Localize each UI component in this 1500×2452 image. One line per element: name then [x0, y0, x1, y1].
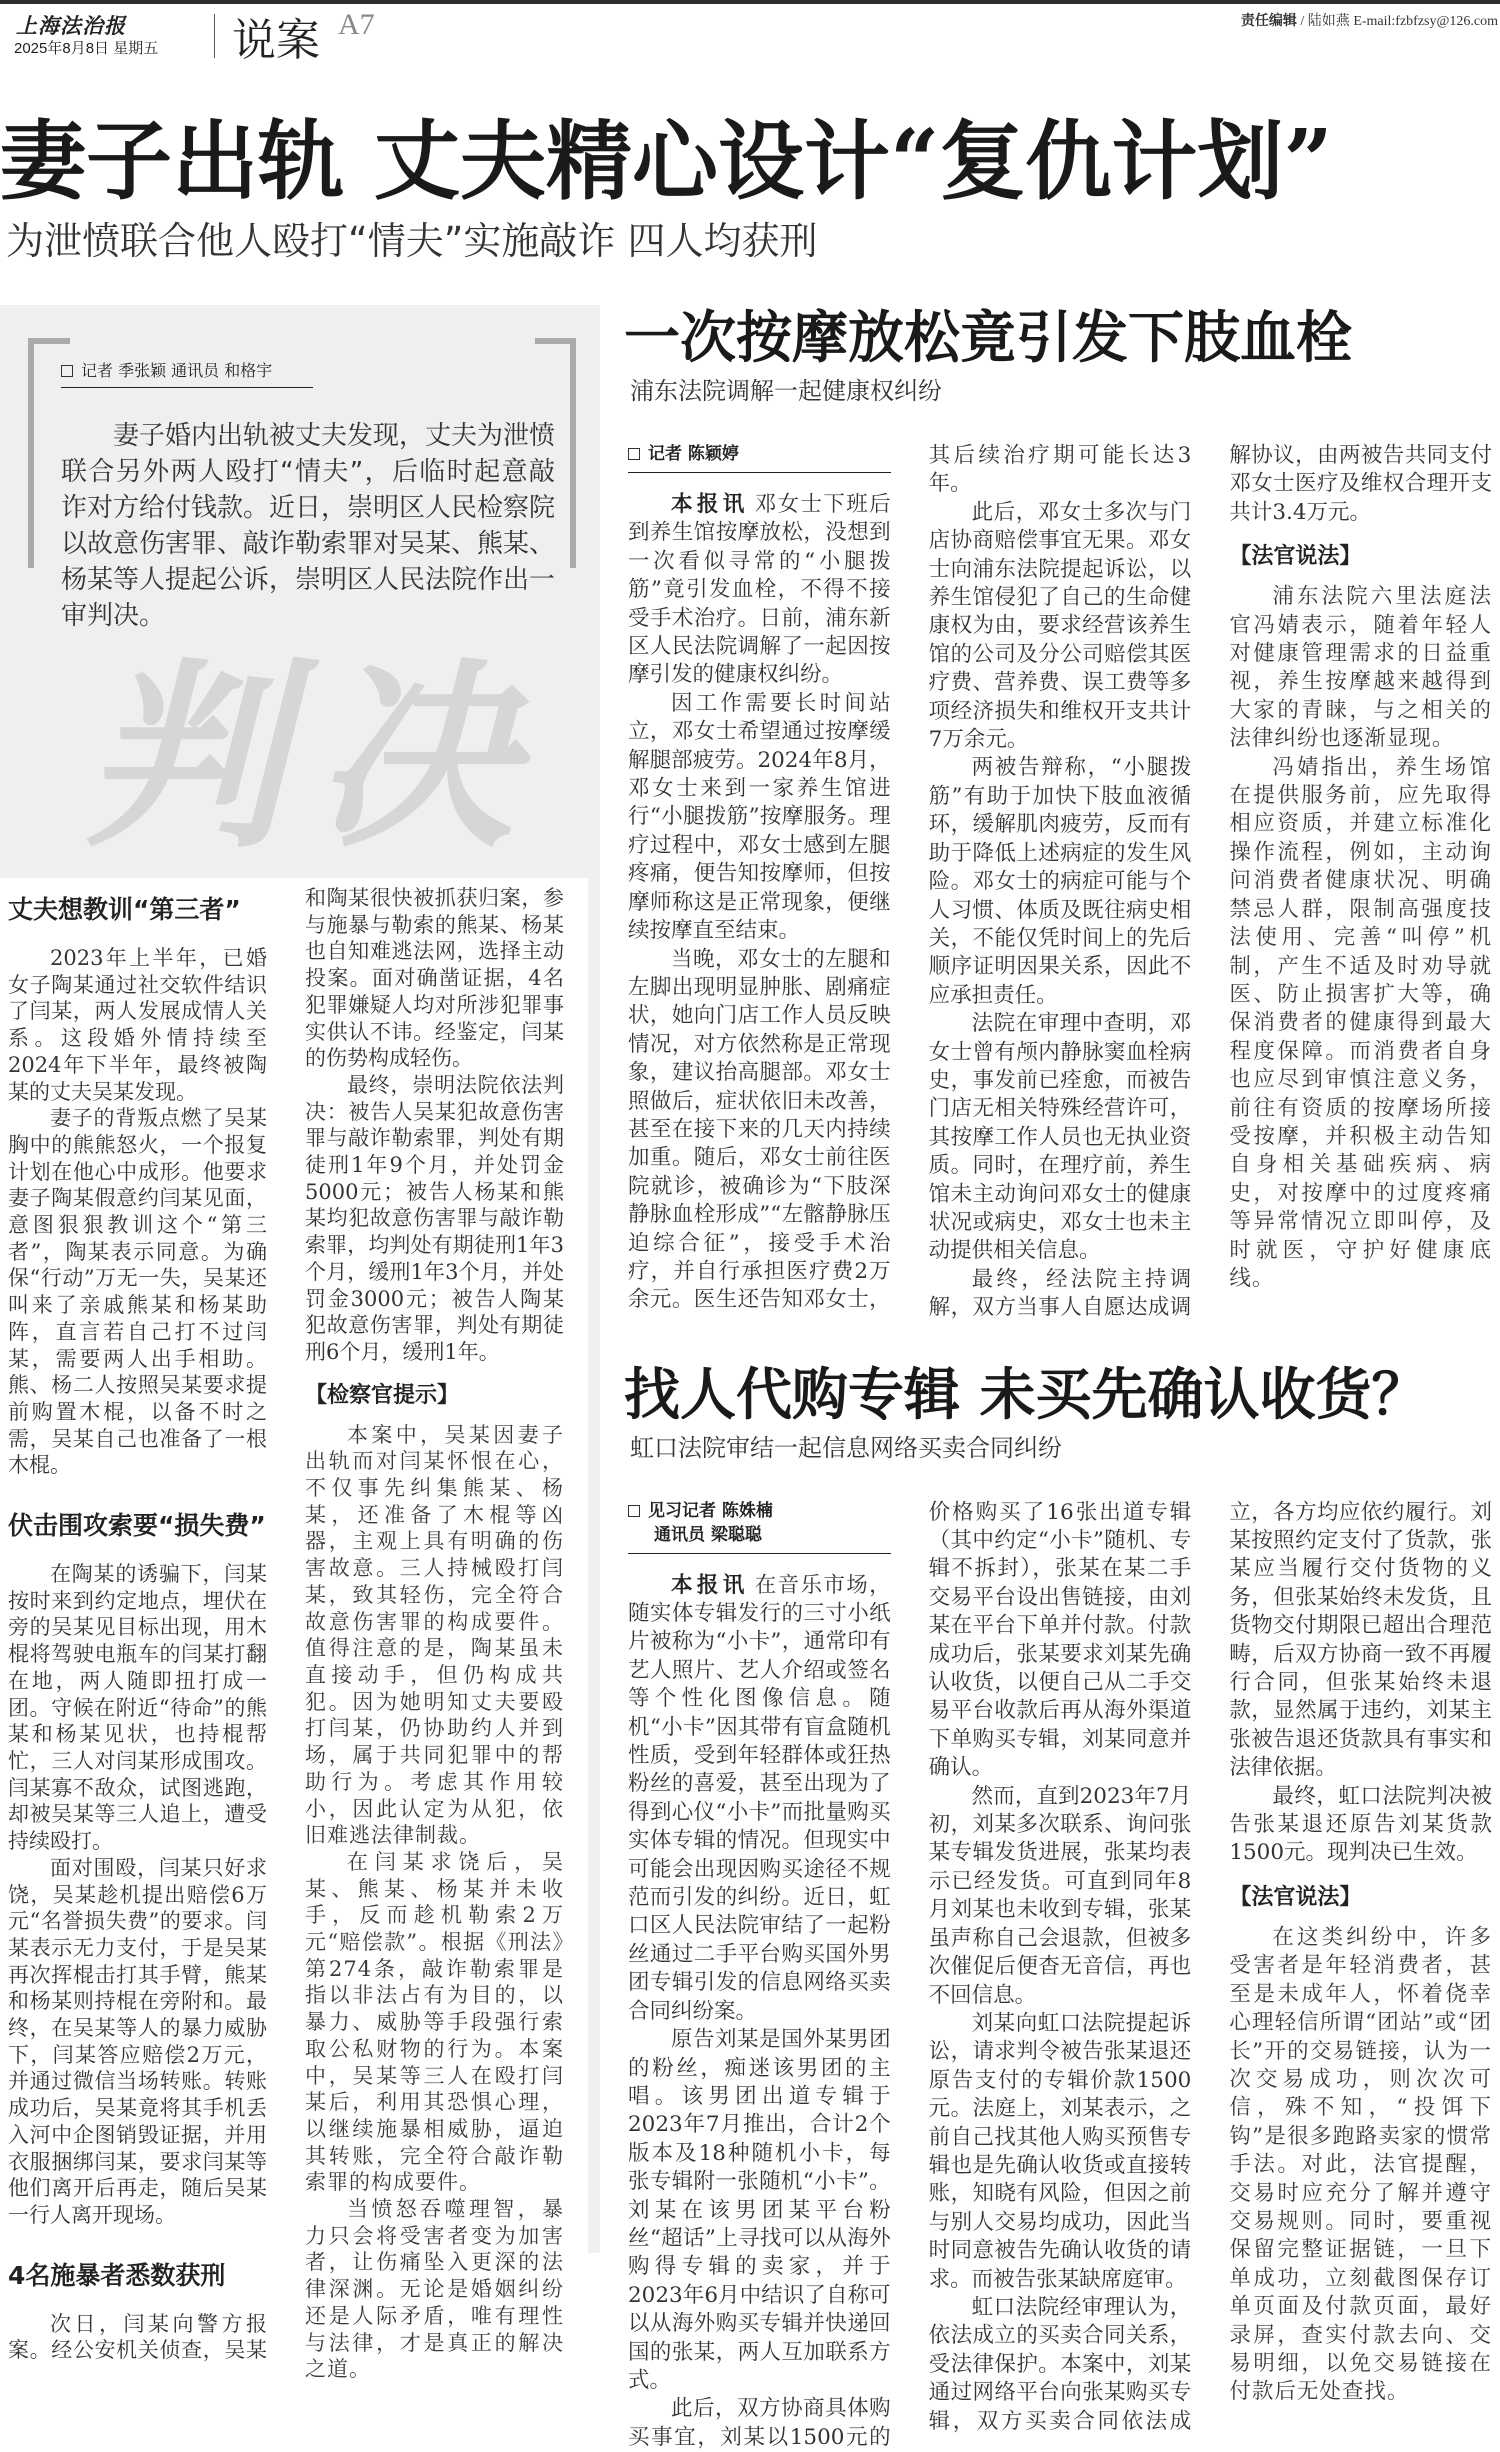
paragraph: [628, 1572, 891, 2027]
paragraph: 刘某向虹口法院提起诉讼，请求判令被告张某退还原告支付的专辑价款1500元。法庭上，刘某表示，之前自己找其他人购买预售专辑也是先确认收货或直接转账，知晓有风险，但因之前与别人交易均成功，因此当时同意被告先确认收货的请求。而被告张某缺席庭审。: [928, 2010, 1192, 2292]
paragraph: 最终，经法院主持调解，双方当事人自愿达成调解协议，由两被告共同支付邓女士医疗及维权合理开支共计3.4万元。: [928, 443, 1492, 1321]
paragraph: 浦东法院六里法庭法官冯婧表示，随着年轻人对健康管理需求的日益重视，养生按摩越来越得到大家的青睐，与之相关的法律纠纷也逐渐显现。: [1229, 584, 1492, 752]
judge-comment-heading: 【法官说法】: [1229, 1883, 1362, 1910]
paragraph: [628, 491, 891, 690]
paragraph: 此后，双方协商具体购买事宜，刘某以1500元的价格购买了16张出道专辑（其中约定“小卡”随机、专辑不拆封），张某在某二手交易平台设出售链接，由刘某在平台下单并付款。付款成功后，张某要求刘某先确认收货，以便自己从二手交易平台收款后再从海外渠道下单购买专辑，刘某同意并确认。: [628, 1499, 1192, 2450]
lead-bracket-right: [570, 338, 576, 568]
story2-body: [628, 442, 1492, 1323]
story1-byline-text: 记者 季张颖 通讯员 和格宇: [81, 361, 273, 380]
story1-subheadline: 为泄愤联合他人殴打“情夫”实施敲诈 四人均获刑: [6, 219, 818, 263]
section-heading: 4名施暴者悉数获刑: [8, 2260, 226, 2290]
story3-headline: 找人代购专辑 未买先确认收货？: [624, 1361, 1428, 1428]
square-bullet-icon: [61, 365, 73, 377]
square-bullet-icon: [628, 1505, 640, 1517]
paragraph: 当愤怒吞噬理智，暴力只会将受害者变为加害者，让伤痛坠入更深的法律深渊。无论是婚姻纠纷还是人际矛盾，唯有理性与法律，才是真正的解决之道。: [305, 2197, 564, 2382]
section-heading: 伏击围攻索要“损失费”: [8, 1511, 266, 1541]
story1-byline: [61, 358, 313, 388]
lead-label: 本报讯: [671, 1572, 749, 1598]
paragraph: 两被告辩称，“小腿拨筋”有助于加快下肢血液循环，缓解肌肉疲劳，反而有助于降低上述病症的发生风险。邓女士的病症可能与个人习惯、体质及既往病史相关，不能仅凭时间上的先后顺序证明因果关系，因此不应承担责任。: [928, 755, 1192, 1008]
story2-subheadline: 浦东法院调解一起健康权纠纷: [630, 377, 942, 405]
section-name: 说案: [232, 15, 320, 66]
paragraph: 妻子的背叛点燃了吴某胸中的熊熊怒火，一个报复计划在他心中成形。他要求妻子陶某假意约闫某见面，意图狠狠教训这个“第三者”，陶某表示同意。为确保“行动”万无一失，吴某还叫来了亲戚熊某和杨某助阵，直言若自己打不过闫某，需要两人出手相助。熊、杨二人按照吴某要求提前购置木棍，以备不时之需，吴某自己也准备了一根木棍。: [8, 1106, 267, 1478]
page-number: A7: [338, 8, 375, 41]
paragraph: 最终，崇明法院依法判决：被告人吴某犯故意伤害罪与敲诈勒索罪，判处有期徒刑1年9个月，并处罚金5000元；被告人杨某和熊某均犯故意伤害罪与敲诈勒索罪，均判处有期徒刑1年3个月，缓刑1年3个月，并处罚金3000元；被告人陶某犯故意伤害罪，判处有期徒刑6个月，缓刑1年。: [305, 1072, 564, 1364]
paragraph: 然而，直到2023年7月初，刘某多次联系、询问张某专辑发货进展，张某均表示已经发货。可直到同年8月刘某也未收到专辑，张某虽声称自己会退款，但被多次催促后便杳无音信，再也不回信息。: [928, 1783, 1192, 2008]
paragraph: 在闫某求饶后，吴某、熊某、杨某并未收手，反而趁机勒索2万元“赔偿款”。根据《刑法》第274条，敲诈勒索罪是指以非法占有为目的，以暴力、威胁等手段强行索取公私财物的行为。本案中，吴某等三人在殴打闫某后，利用其恐惧心理，以继续施暴相威胁，逼迫其转账，完全符合敲诈勒索罪的构成要件。: [305, 1849, 564, 2195]
right-stories: [624, 306, 1492, 2452]
story3-byline: [628, 1499, 891, 1554]
judge-comment-heading: 【法官说法】: [1229, 543, 1362, 570]
story3-byline-line1: 见习记者 陈姝楠: [648, 1500, 773, 1521]
lead-label: 本报讯: [671, 492, 749, 517]
story3-body: [628, 1499, 1492, 2452]
paragraph: 当晚，邓女士的左腿和左脚出现明显肿胀、剧痛症状，她向门店工作人员反映情况，对方依然称是正常现象，建议抬高腿部。邓女士照做后，症状依旧未改善，甚至在接下来的几天内持续加重。随后，邓女士前往医院就诊，被确诊为“下肢深静脉血栓形成”“左髂静脉压迫综合征”，接受手术治疗，并自行承担医疗费2万余元。医生还告知邓女士，其后续治疗期可能长达3年。: [628, 443, 1192, 1313]
paragraph: 原告刘某是国外某男团的粉丝，痴迷该男团的主唱。该男团出道专辑于2023年7月推出，合计2个版本及18种随机小卡，每张专辑附一张随机“小卡”。刘某在该男团某平台粉丝“超话”上寻找可以从海外购得专辑的卖家，并于2023年6月中结识了自称可以从海外购买专辑并快递回国的张某，两人互加联系方式。: [628, 2027, 891, 2393]
editor-email: E-mail:fzbfzsy@126.com: [1353, 14, 1498, 29]
story2-headline: 一次按摩放松竟引发下肢血栓: [624, 305, 1352, 371]
paragraph: 次日，闫某向警方报案。经公安机关侦查，吴某和陶某很快被抓获归案，参与施暴与勒索的熊某、杨某也自知难逃法网，选择主动投案。面对确凿证据，4名犯罪嫌疑人均对所涉犯罪事实供认不讳。经鉴定，闫某的伤势构成轻伤。: [8, 886, 564, 2363]
editor-name: / 陆如燕: [1296, 14, 1354, 29]
paragraph: 法院在审理中查明，邓女士曾有颅内静脉窦血栓病史，事发前已痊愈，而被告门店无相关特殊经营许可，其按摩工作人员也无执业资质。同时，在理疗前，养生馆未主动询问邓女士的健康状况或病史，邓女士也未主动提供相关信息。: [928, 1011, 1192, 1264]
story2: [624, 306, 1492, 1323]
story1-body: [8, 885, 564, 2383]
lead-text: 邓女士下班后到养生馆按摩放松，没想到一次看似寻常的“小腿拨筋”竟引发血栓，不得不接受手术治疗。日前，浦东新区人民法院调解了一起因按摩引发的健康权纠纷。: [628, 492, 891, 688]
top-rule: [0, 0, 1500, 4]
lead-bracket-left: [28, 338, 34, 568]
paragraph: 2023年上半年，已婚女子陶某通过社交软件结识了闫某，两人发展成情人关系。这段婚外情持续至2024年下半年，最终被陶某的丈夫吴某发现。: [8, 946, 267, 1104]
lead-bracket-left-top: [28, 338, 70, 344]
section-heading: 丈夫想教训“第三者”: [8, 895, 241, 924]
paragraph: 在这类纠纷中，许多受害者是年轻消费者，甚至是未成年人，怀着侥幸心理轻信所谓“团站”或“团长”开的交易链接，认为一次交易成功，则次次可信，殊不知，“投饵下钩”是很多跑路卖家的惯常手法。对此，法官提醒，交易时应充分了解并遵守交易规则。同时，要重视保留完整证据链，一旦下单成功，立刻截图保存订单页面及付款页面，最好录屏，查实付款去向、交易明细，以免交易链接在付款后无处查找。: [1229, 1924, 1492, 2405]
story2-byline-text: 记者 陈颖婷: [648, 444, 739, 464]
paragraph: 面对围殴，闫某只好求饶，吴某趁机提出赔偿6万元“名誉损失费”的要求。闫某表示无力支付，于是吴某再次挥棍击打其手臂，熊某和杨某则持棍在旁附和。最终，在吴某等人的暴力威胁下，闫某答应赔偿2万元，并通过微信当场转账。转账成功后，吴某竟将其手机丢入河中企图销毁证据，并用衣服捆绑闫某，要求闫某等他们离开后再走，随后吴某一行人离开现场。: [8, 1855, 267, 2227]
paragraph: 最终，虹口法院判决被告张某退还原告刘某货款1500元。现判决已生效。: [1229, 1783, 1492, 1866]
paragraph: 在陶某的诱骗下，闫某按时来到约定地点，埋伏在旁的吴某见目标出现，用木棍将驾驶电瓶车的闫某打翻在地，两人随即扭打成一团。守候在附近“待命”的熊某和杨某见状，也持棍帮忙，三人对闫某形成围攻。闫某寡不敌众，试图逃跑，却被吴某等三人追上，遭受持续殴打。: [8, 1562, 267, 1854]
story3-byline-line2: 通讯员 梁聪聪: [654, 1524, 762, 1545]
issue-date: 2025年8月8日 星期五: [14, 40, 159, 57]
story1-headline: 妻子出轨 丈夫精心设计“复仇计划”: [0, 111, 1333, 212]
story3-subheadline: 虹口法院审结一起信息网络买卖合同纠纷: [630, 1433, 1062, 1462]
paragraph: 虹口法院经审理认为，依法成立的买卖合同关系，受法律保护。本案中，刘某通过网络平台向张某购买专辑，双方买卖合同依法成立，各方均应依约履行。刘某按照约定支付了货款，张某应当履行交付货物的义务，但张某始终未发货，且货物交付期限已超出合理范畴，后双方协商一致不再履行合同，但张某始终未退款，显然属于违约，刘某主张被告退还货款具有事实和法律依据。: [928, 1499, 1492, 2434]
paragraph: 冯婧指出，养生场馆在提供服务前，应先取得相应资质，并建立标准化操作流程，例如，主动询问消费者健康状况、明确禁忌人群，限制高强度技法使用、完善“叫停”机制，产生不适及时劝导就医、防止损害扩大等，确保消费者的健康得到最大程度保障。而消费者自身也应尽到审慎注意义务，前往有资质的按摩场所接受按摩，并积极主动告知自身相关基础疾病、病史，对按摩中的过度疼痛等异常情况立即叫停，及时就医，守护好健康底线。: [1229, 754, 1492, 1291]
paragraph: 本案中，吴某因妻子出轨而对闫某怀恨在心，不仅事先纠集熊某、杨某，还准备了木棍等凶器，主观上具有明确的伤害故意。三人持械殴打闫某，致其轻伤，完全符合故意伤害罪的构成要件。值得注意的是，陶某虽未直接动手，但仍构成共犯。因为她明知丈夫要殴打闫某，仍协助约人并到场，属于共同犯罪中的帮助行为。考虑其作用较小，因此认定为从犯，依旧难逃法律制裁。: [305, 1422, 564, 1848]
story3: [624, 1363, 1492, 2452]
newspaper-logo: 上海法治报: [16, 13, 126, 38]
story1-lead: 妻子婚内出轨被丈夫发现，丈夫为泄愤联合另外两人殴打“情夫”，后临时起意敲诈对方给付钱款。近日，崇明区人民检察院以故意伤害罪、敲诈勒索罪对吴某、熊某、杨某等人提起公诉，崇明区人民法院作出一审判决。: [61, 421, 556, 631]
lead-text: 在音乐市场，随实体专辑发行的三寸小纸片被称为“小卡”，通常印有艺人照片、艺人介绍或签名等个性化图像信息。随机“小卡”因其带有盲盒随机性质，受到年轻群体或狂热粉丝的喜爱，甚至出现为了得到心仪“小卡”而批量购买实体专辑的情况。但现实中可能会出现因购买途径不规范而引发的纠纷。近日，虹口区人民法院审结了一起粉丝通过二手平台购买国外男团专辑引发的信息网络买卖合同纠纷案。: [628, 1572, 891, 2024]
paragraph: 因工作需要长时间站立，邓女士希望通过按摩缓解腿部疲劳。2024年8月，邓女士来到一家养生馆进行“小腿拨筋”按摩服务。理疗过程中，邓女士感到左腿疼痛，便告知按摩师，但按摩师称这是正常现象，便继续按摩直至结束。: [628, 690, 891, 944]
square-bullet-icon: [628, 448, 640, 460]
lead-bracket-right-top: [535, 338, 576, 344]
editor-label: 责任编辑: [1240, 14, 1297, 29]
story1-watermark: 判决: [85, 640, 546, 875]
story2-byline: [628, 442, 891, 473]
header-divider: [214, 14, 215, 58]
paragraph: 此后，邓女士多次与门店协商赔偿事宜无果。邓女士向浦东法院提起诉讼，以养生馆侵犯了自己的生命健康权为由，要求经营该养生馆的公司及分公司赔偿其医疗费、营养费、误工费等多项经济损失和维权开支共计7万余元。: [928, 499, 1192, 753]
prosecutor-tip-heading: 【检察官提示】: [305, 1381, 460, 1408]
editor-credit: [1241, 10, 1498, 30]
